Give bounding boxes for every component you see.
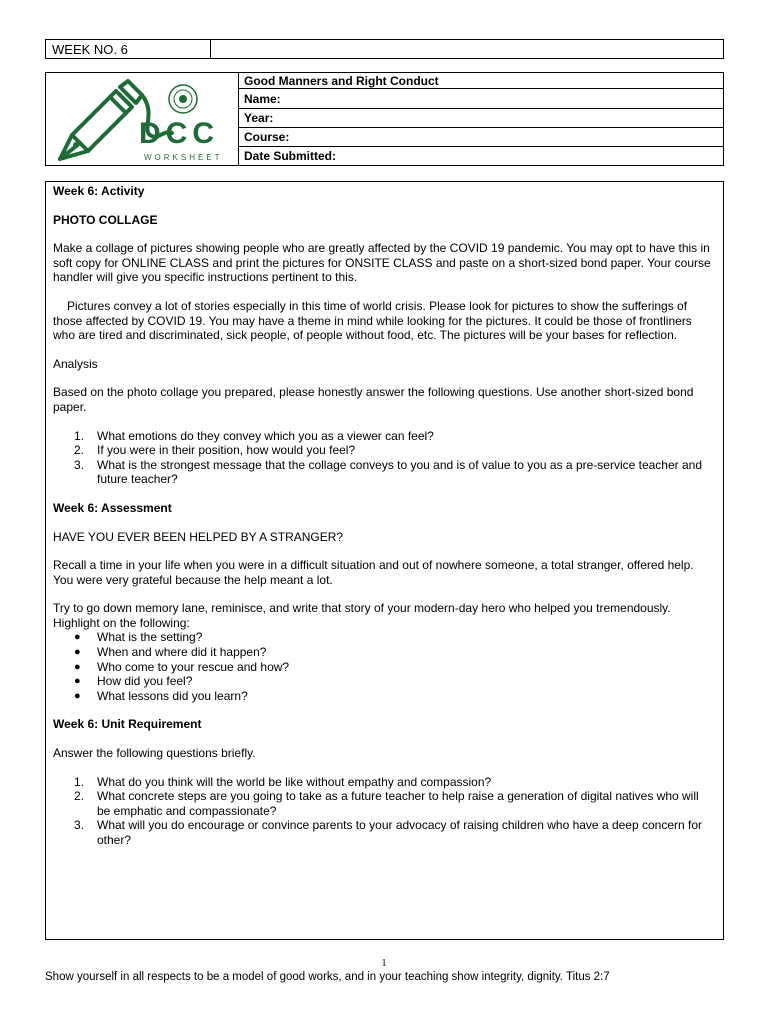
student-fields — [239, 73, 723, 165]
week-table — [45, 39, 724, 59]
list-item: 1. What do you think will the world be like without empathy and compassion? — [74, 774, 492, 789]
logo-subtext: WORKSHEET — [144, 153, 223, 162]
header-table — [45, 72, 724, 166]
list-item: ● What lessons did you learn? — [74, 688, 248, 703]
year-field[interactable]: Year: — [239, 109, 723, 128]
list-item: 2. If you were in their position, how would you feel? — [74, 443, 356, 458]
week-label: WEEK NO. 6 — [46, 40, 211, 58]
course-field[interactable]: Course: — [239, 128, 723, 147]
logo — [46, 73, 239, 165]
list-item: ● How did you feel? — [74, 674, 193, 689]
list-item: ● What is the setting? — [74, 630, 203, 645]
name-field[interactable]: Name: — [239, 89, 723, 109]
week-value-cell — [211, 40, 723, 58]
activity-title: PHOTO COLLAGE — [53, 212, 158, 227]
list-item: 1. What emotions do they convey which you as a viewer can feel? — [74, 428, 434, 443]
assessment-paragraph-1: Recall a time in your life when you were in a difficult situation and out of nowhere someone, a total stranger, offered help. You were very grateful because the help meant a lot. — [53, 558, 694, 587]
requirement-intro: Answer the following questions briefly. — [53, 746, 256, 761]
logo-text: DCC — [139, 117, 219, 150]
list-item: 3. What will you do encourage or convince parents to your advocacy of raising children who have a deep concern for other? — [74, 818, 703, 847]
assessment-title: HAVE YOU EVER BEEN HELPED BY A STRANGER? — [53, 529, 344, 544]
list-item: 3. What is the strongest message that the collage conveys to you and is of value to you as a pre-service teacher and future teacher? — [74, 457, 703, 487]
assessment-heading: Week 6: Assessment — [53, 500, 172, 515]
assessment-bullets — [53, 630, 715, 703]
footer-verse: Show yourself in all respects to be a model of good works, and in your teaching show integrity, dignity. Titus 2:7 — [45, 971, 610, 983]
date-submitted-field[interactable]: Date Submitted: — [244, 149, 337, 163]
activity-paragraph-2: Pictures convey a lot of stories especially in this time of world crisis. Please look for pictures to show the sufferings of those affected by COVID 19. You may have a theme in mind while looking for the pictures. It could be those of frontliners who are tired and discriminated, sick people, of people without food, etc. The pictures will be your bases for reflection. — [53, 298, 692, 343]
worksheet-body — [45, 181, 724, 940]
analysis-questions — [53, 429, 715, 487]
list-item: ● Who come to your rescue and how? — [74, 659, 290, 674]
requirement-questions — [53, 775, 715, 848]
assessment-paragraph-2: Try to go down memory lane, reminisce, and write that story of your modern-day hero who helped you tremendously. Highlight on the following: — [53, 601, 671, 630]
page-number: 1 — [381, 958, 387, 969]
subject-title: Good Manners and Right Conduct — [239, 73, 723, 89]
list-item: ● When and where did it happen? — [74, 645, 267, 660]
activity-paragraph-1: Make a collage of pictures showing people who are greatly affected by the COVID 19 pandemic. You may opt to have this in soft copy for ONLINE CLASS and print the pictures for ONSITE CLASS and paste on a short-sized bond paper. Your course handler will give you specific instructions pertinent to this. — [53, 241, 711, 285]
analysis-paragraph: Based on the photo collage you prepared, please honestly answer the following questions. Use another short-sized bond paper. — [53, 385, 694, 414]
activity-heading: Week 6: Activity — [53, 184, 145, 198]
seal-icon — [169, 85, 197, 113]
requirement-heading: Week 6: Unit Requirement — [53, 717, 202, 732]
list-item: 2. What concrete steps are you going to take as a future teacher to help raise a generation of digital natives who will be emphatic and compassionate? — [74, 789, 699, 818]
analysis-label: Analysis — [53, 356, 98, 371]
